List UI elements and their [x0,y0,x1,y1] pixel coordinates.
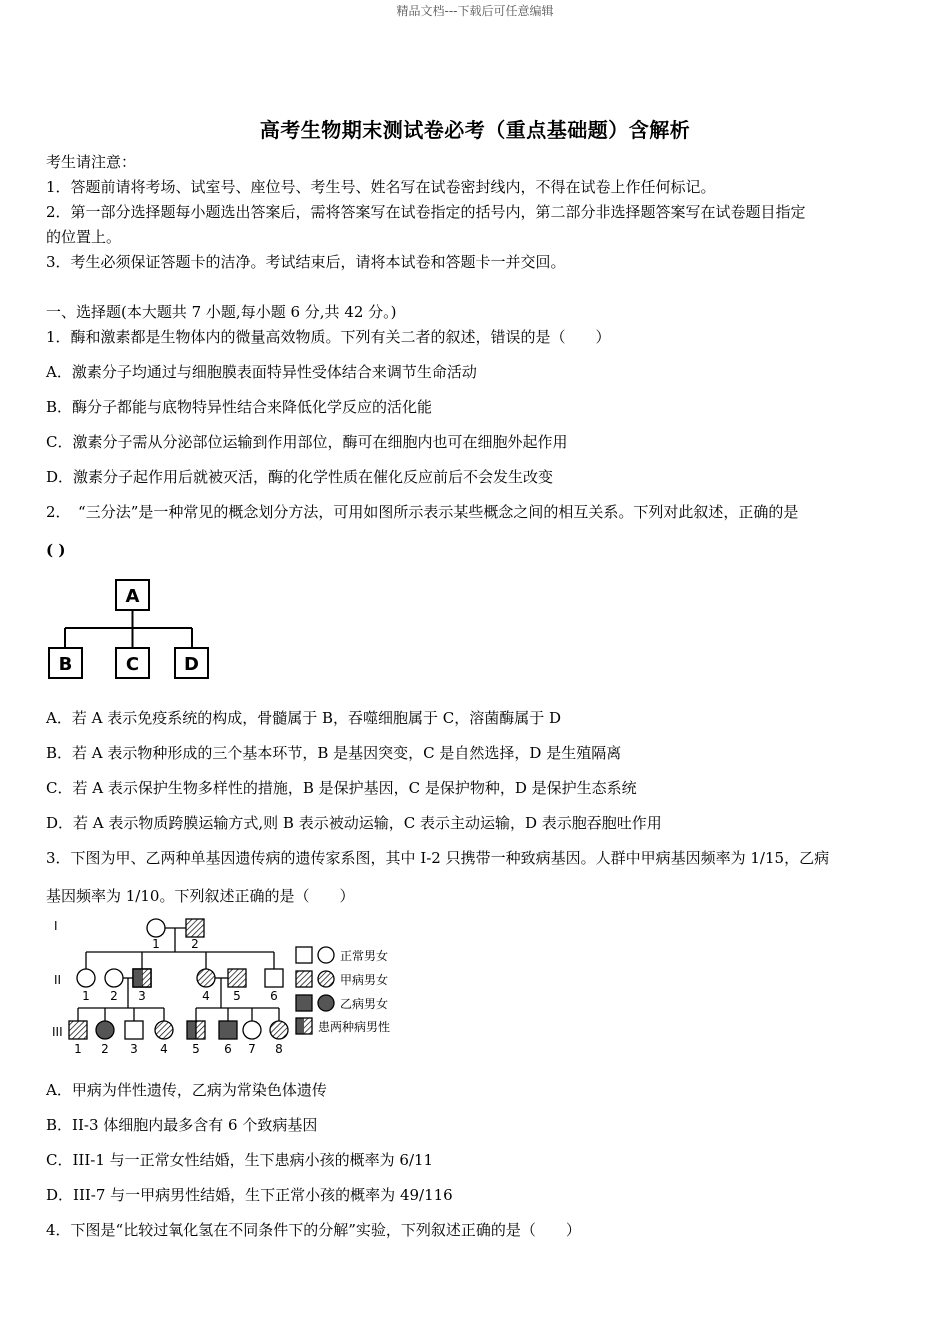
q3-option-a: A．甲病为伴性遗传，乙病为常染色体遗传 [46,1081,327,1099]
g2-num-2: 2 [110,989,118,1003]
notice-item-1: 1．答题前请将考场、试室号、座位号、考生号、姓名写在试卷密封线内，不得在试卷上作任何标记。 [46,178,716,196]
g3-num-6: 6 [224,1042,232,1056]
g3-num-5: 5 [192,1042,200,1056]
q2-option-b: B．若 A 表示物种形成的三个基本环节，B 是基因突变，C 是自然选择，D 是生殖隔离 [46,744,622,762]
legend-both: 患两种病男性 [318,1020,391,1034]
g3-8-female [270,1021,288,1039]
gen-label-1: I [54,919,58,933]
g3-3-male [125,1021,143,1039]
box-c-label: C [125,654,140,675]
q3-option-d: D．III-7 与一甲病男性结婚，生下正常小孩的概率为 49/116 [46,1186,453,1204]
box-b-label: B [58,654,73,675]
q1-stem: 1．酶和激素都是生物体内的微量高效物质。下列有关二者的叙述，错误的是（ ） [46,328,611,346]
page-title: 高考生物期末测试卷必考（重点基础题）含解析 [259,118,691,142]
q2-stem-bracket: ( ) [46,541,66,559]
q3-stem-cont: 基因频率为 1/10。下列叙述正确的是（ ） [46,887,355,905]
g2-4-female [197,969,215,987]
g2-5-male [228,969,246,987]
g2-2-female [105,969,123,987]
q2-option-a: A．若 A 表示免疫系统的构成，骨髓属于 B，吞噬细胞属于 C，溶菌酶属于 D [46,709,562,727]
g2-num-6: 6 [270,989,278,1003]
g3-7-female [243,1021,261,1039]
g2-6-male [265,969,283,987]
section-heading: 一、选择题(本大题共 7 小题,每小题 6 分,共 42 分。) [46,303,397,321]
q3-option-c: C．III-1 与一正常女性结婚，生下患病小孩的概率为 6/11 [46,1151,434,1169]
legend-disease-b: 乙病男女 [340,997,389,1011]
notice-item-2-cont: 的位置上。 [46,228,122,246]
g3-num-3: 3 [130,1042,138,1056]
g3-num-4: 4 [160,1042,168,1056]
notice-item-2: 2．第一部分选择题每小题选出答案后，需将答案写在试卷指定的括号内，第二部分非选择题答案写在试卷题目指定 [46,203,806,221]
q1-option-d: D．激素分子起作用后就被灭活，酶的化学性质在催化反应前后不会发生改变 [46,468,554,486]
q4-stem: 4．下图是“比较过氧化氢在不同条件下的分解”实验，下列叙述正确的是（ ） [46,1221,581,1239]
g3-2-female [96,1021,114,1039]
g3-6-male [219,1021,237,1039]
q2-option-c: C．若 A 表示保护生物多样性的措施，B 是保护基因，C 是保护物种，D 是保护生态系统 [46,779,637,797]
g2-1-female [77,969,95,987]
q2-stem: 2． “三分法”是一种常见的概念划分方法，可用如图所示表示某些概念之间的相互关系。下列对此叙述，正确的是 [46,503,799,521]
g1-2-male [186,919,204,937]
g3-num-7: 7 [248,1042,256,1056]
q1-option-a: A．激素分子均通过与细胞膜表面特异性受体结合来调节生命活动 [46,363,477,381]
q3-stem: 3．下图为甲、乙两种单基因遗传病的遗传家系图，其中 I-2 只携带一种致病基因。人群中甲病基因频率为 1/15，乙病 [46,849,830,867]
g3-num-8: 8 [275,1042,283,1056]
g1-1-female [147,919,165,937]
g3-num-1: 1 [74,1042,82,1056]
gen-label-2: II [54,973,62,987]
box-a-label: A [125,586,140,607]
legend-disease-a: 甲病男女 [340,973,389,987]
pedigree-chart [46,912,446,1060]
gen-label-3: III [52,1025,63,1039]
three-division-diagram [46,576,216,684]
q3-option-b: B．II-3 体细胞内最多含有 6 个致病基因 [46,1116,318,1134]
g3-num-2: 2 [101,1042,109,1056]
g2-num-3: 3 [138,989,146,1003]
q1-option-b: B．酶分子都能与底物特异性结合来降低化学反应的活化能 [46,398,433,416]
page-header: 精品文档---下载后可任意编辑 [396,4,554,18]
legend-normal: 正常男女 [340,949,389,963]
box-d-label: D [184,654,199,675]
g3-1-male [69,1021,87,1039]
notice-heading: 考生请注意： [46,153,137,171]
g2-num-1: 1 [82,989,90,1003]
g3-5-male [187,1021,196,1039]
g1-num-2: 2 [191,937,199,951]
notice-item-3: 3．考生必须保证答题卡的洁净。考试结束后，请将本试卷和答题卡一并交回。 [46,253,566,271]
q2-option-d: D．若 A 表示物质跨膜运输方式,则 B 表示被动运输，C 表示主动运输，D 表示胞吞胞吐作用 [46,814,662,832]
g3-4-female [155,1021,173,1039]
g2-num-4: 4 [202,989,210,1003]
g1-num-1: 1 [152,937,160,951]
q1-option-c: C．激素分子需从分泌部位运输到作用部位，酶可在细胞内也可在细胞外起作用 [46,433,568,451]
g2-num-5: 5 [233,989,241,1003]
